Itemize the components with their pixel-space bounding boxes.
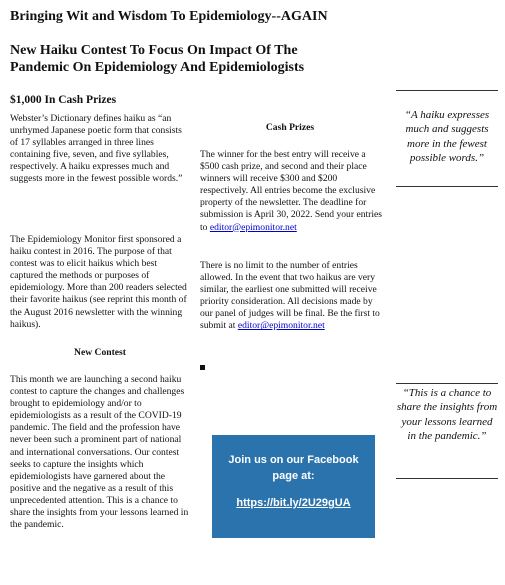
pullquote-1: “A haiku expresses much and suggests more in the fewest possible words.” <box>404 109 490 164</box>
prize-heading: $1,000 In Cash Prizes <box>10 94 117 106</box>
pullquote-2-bottom-rule <box>396 478 498 479</box>
pullquote-1-bottom-rule <box>396 186 498 187</box>
facebook-callout-box <box>212 435 375 538</box>
masthead-title: Bringing Wit and Wisdom To Epidemiology--AGAIN <box>10 9 328 24</box>
headline-line-1: New Haiku Contest To Focus On Impact Of The <box>10 43 298 58</box>
pullquote-2: “This is a chance to share the insights from your lessons learned in the pandemic.” <box>396 387 498 442</box>
column1-paragraph-2: The Epidemiology Monitor first sponsored a haiku contest in 2016. The purpose of that contest was to elicit haikus which best captured the methods or purposes of epidemiology. More than 200 readers selected their favorite haikus (see reprint this month of the August 2016 newsletter with the winning haikus). <box>10 234 187 330</box>
new-contest-subhead: New Contest <box>74 347 126 358</box>
article-headline <box>10 42 350 76</box>
pullquote-1-top-rule <box>396 90 498 91</box>
column1-paragraph-1: Webster’s Dictionary defines haiku as “an unrhymed Japanese poetic form that consists of 17 syllables arranged in three lines containing five, seven, and five syllables, respectively. A haiku expresses much and suggests more in the fewest possible words.” <box>10 113 183 185</box>
column2-paragraph-2 <box>200 260 382 333</box>
column2-paragraph-2-text: There is no limit to the number of entries allowed. In the event that two haikus are very similar, the earliest one submitted will receive priority consideration. All decisions made by our panel of judges will be final. Be the first to submit at <box>200 260 380 332</box>
cash-prizes-subhead: Cash Prizes <box>265 122 315 133</box>
pullquote-2-top-rule <box>396 383 498 384</box>
facebook-callout-text: Join us on our Facebook page at: <box>228 454 359 482</box>
facebook-link[interactable]: https://bit.ly/2U29gUA <box>236 497 351 509</box>
column2-paragraph-1 <box>200 149 382 234</box>
email-link-1[interactable]: editor@epimonitor.net <box>209 221 297 233</box>
email-link-2[interactable]: editor@epimonitor.net <box>237 320 325 332</box>
headline-line-2: Pandemic On Epidemiology And Epidemiologists <box>10 60 305 75</box>
column1-paragraph-3: This month we are launching a second haiku contest to capture the changes and challenges brought to epidemiology and/or to epidemiologists as a result of the COVID-19 pandemic. The field and the profession have never been such a prominent part of national and international conversations. Our contest seeks to capture the insights which epidemiologists have garnered about the positive and the negative as a result of this unprecedented attention. This is a chance to share the insights from your lessons learned in the pandemic. <box>10 374 189 531</box>
end-of-article-mark <box>200 365 205 370</box>
column2-paragraph-1-text: The winner for the best entry will receive a $500 cash prize, and second and their place winners will receive $300 and $200 respectively. All entries become the exclusive property of the newsletter. The deadline for submission is April 30, 2022. Send your entries to <box>200 149 383 233</box>
